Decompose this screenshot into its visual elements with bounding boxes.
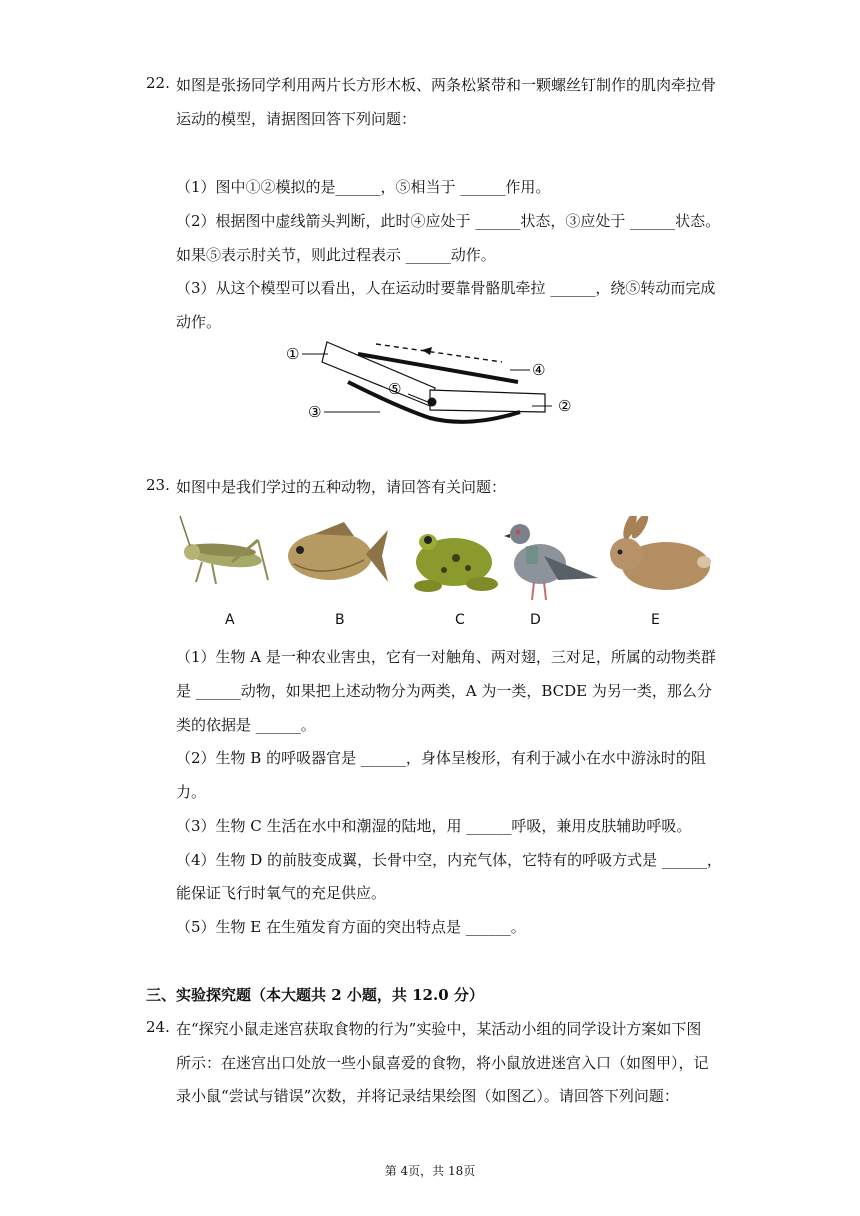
question-22-part2-line2: 如果⑤表示肘关节，则此过程表示 ______动作。 [176, 246, 496, 264]
question-22-part3-line2: 动作。 [176, 313, 222, 331]
label-1: ① [286, 345, 300, 363]
section-3-title: 三、实验探究题（本大题共 2 小题，共 12.0 分） [146, 986, 484, 1004]
question-23-part3: （3）生物 C 生活在水中和潮湿的陆地，用 ______呼吸，兼用皮肤辅助呼吸。 [176, 817, 692, 835]
grasshopper-icon [172, 512, 272, 598]
lower-board-shape [430, 390, 545, 412]
animal-label-b: B [335, 612, 345, 628]
question-23-part5: （5）生物 E 在生殖发育方面的突出特点是 ______。 [176, 918, 526, 936]
question-23-part2-line1: （2）生物 B 的呼吸器官是 ______，身体呈梭形，有利于减小在水中游泳时的阻 [176, 749, 706, 767]
question-23-part1-line1: （1）生物 A 是一种农业害虫，它有一对触角、两对翅，三对足，所属的动物类群 [176, 648, 716, 666]
label-2: ② [558, 397, 572, 415]
animal-label-c: C [455, 612, 465, 628]
question-23-number: 23. [146, 476, 170, 494]
question-23-part2-line2: 力。 [176, 783, 207, 801]
question-23-part4-line1: （4）生物 D 的前肢变成翼，长骨中空，内充气体，它特有的呼吸方式是 ______， [176, 851, 722, 869]
screw-shape [428, 398, 437, 407]
page-footer: 第 4页，共 18页 [384, 1164, 476, 1178]
animal-label-a: A [225, 612, 235, 628]
question-23-part4-line2: 能保证飞行时氧气的充足供应。 [176, 884, 387, 902]
question-22-part1: （1）图中①②模拟的是______，⑤相当于 ______作用。 [176, 178, 551, 196]
question-24-stem-line1: 在“探究小鼠走迷宫获取食物的行为”实验中，某活动小组的同学设计方案如下图 [176, 1020, 702, 1038]
animal-label-d: D [530, 612, 541, 628]
label-4: ④ [532, 361, 546, 379]
question-24-number: 24. [146, 1018, 170, 1036]
fish-icon [284, 520, 390, 590]
question-23-part1-line3: 类的依据是 ______。 [176, 716, 316, 734]
rabbit-icon [600, 516, 714, 596]
question-22-part3-line1: （3）从这个模型可以看出，人在运动时要靠骨骼肌牵拉 ______，绕⑤转动而完成 [176, 279, 716, 297]
label-5: ⑤ [388, 380, 402, 398]
question-22-number: 22. [146, 74, 170, 92]
frog-icon [406, 522, 500, 602]
question-22-stem-line1: 如图是张扬同学利用两片长方形木板、两条松紧带和一颗螺丝钉制作的肌肉牵拉骨 [176, 76, 717, 94]
question-23-stem: 如图中是我们学过的五种动物，请回答有关问题： [176, 478, 507, 496]
pigeon-icon [504, 516, 600, 606]
question-22-part2-line1: （2）根据图中虚线箭头判断，此时④应处于 ______状态，③应处于 ______状态。 [176, 212, 721, 230]
question-22-stem-line2: 运动的模型，请据图回答下列问题： [176, 110, 417, 128]
question-23-part1-line2: 是 ______动物，如果把上述动物分为两类，A 为一类，BCDE 为另一类，那么分 [176, 682, 712, 700]
label-3: ③ [308, 403, 322, 421]
question-24-stem-line2: 所示：在迷宫出口处放一些小鼠喜爱的食物，将小鼠放进迷宫入口（如图甲），记 [176, 1054, 709, 1072]
muscle-bone-model-figure [280, 338, 580, 428]
question-24-stem-line3: 录小鼠“尝试与错误”次数，并将记录结果绘图（如图乙）。请回答下列问题： [176, 1087, 679, 1105]
animal-label-e: E [651, 612, 660, 628]
